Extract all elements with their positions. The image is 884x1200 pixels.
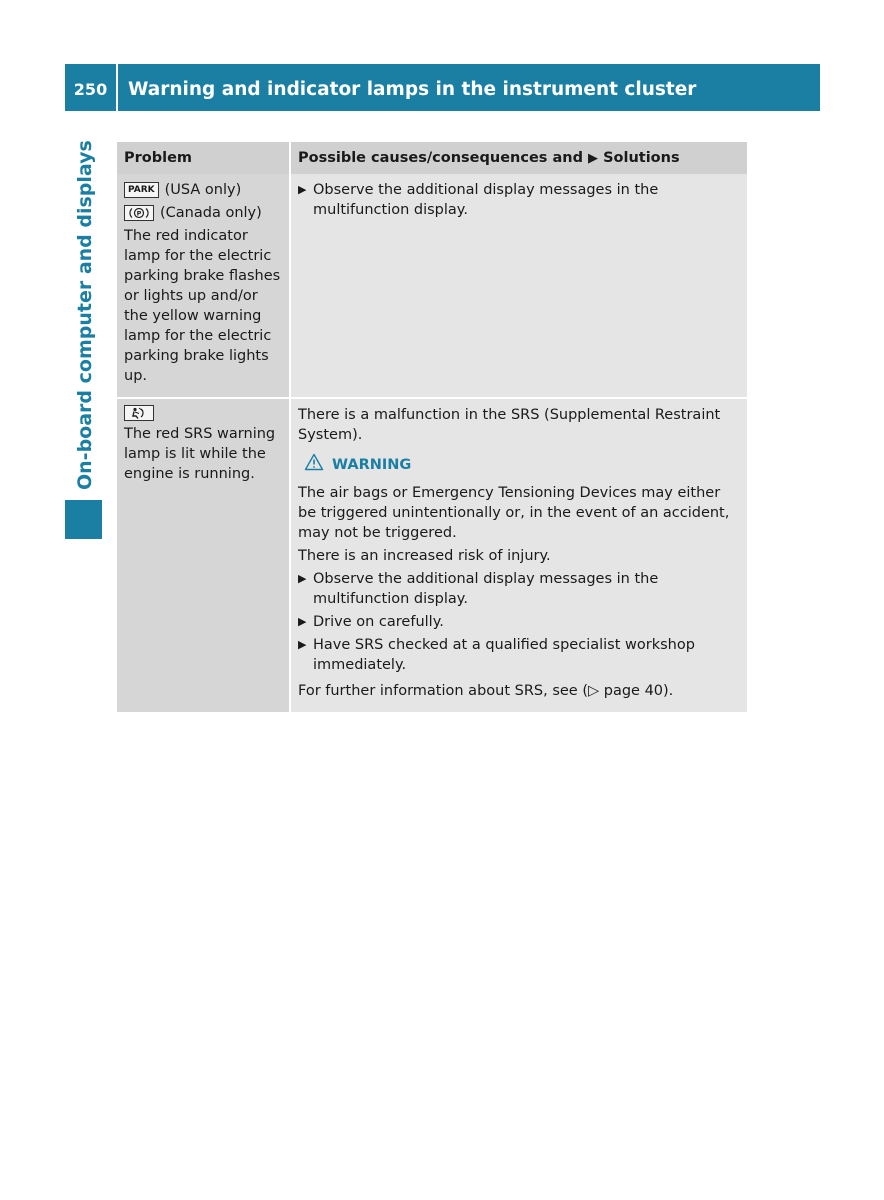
column-header-solutions-suffix: Solutions [603, 149, 680, 166]
column-header-solutions-prefix: Possible causes/consequences and [298, 149, 583, 166]
table-header-row [117, 142, 747, 174]
warning-heading [304, 453, 740, 477]
side-tab-label: On-board computer and displays [74, 140, 96, 490]
problem-table [117, 142, 747, 712]
malfunction-intro: There is a malfunction in the SRS (Supplemental Restraint System). [298, 407, 721, 443]
lamp-line [124, 405, 282, 421]
header-divider [116, 64, 118, 111]
solution-cell [290, 174, 747, 398]
warning-text: The air bags or Emergency Tensioning Devices may either be triggered unintentionally or, in the event of an accident, may not be triggered. [298, 485, 730, 541]
bullet-arrow-icon: ▶ [298, 183, 307, 196]
bullet-arrow-icon: ▶ [298, 638, 307, 651]
bullet-arrow-icon: ▶ [298, 572, 307, 585]
problem-cell [117, 174, 290, 398]
solution-step-text: Drive on carefully. [313, 614, 444, 630]
problem-text: The red SRS warning lamp is lit while the engine is running. [124, 426, 276, 482]
srs-airbag-icon [124, 405, 154, 421]
solution-step-text: Observe the additional display messages in the multifunction display. [313, 571, 659, 607]
problem-cell [117, 398, 290, 712]
warning-triangle-icon [304, 453, 324, 477]
solution-step [298, 612, 740, 632]
solution-step-text: Have SRS checked at a qualified specialist workshop immediately. [313, 637, 695, 673]
further-info-text: For further information about SRS, see (▷ page 40). [298, 683, 674, 699]
problem-text: The red indicator lamp for the electric parking brake flashes or lights up and/or the yellow warning lamp for the electric parking brake lights up. [124, 228, 281, 384]
warning-label: WARNING [332, 457, 412, 473]
table-row [117, 398, 747, 712]
table-row [117, 174, 747, 398]
solution-step-text: Observe the additional display messages in the multifunction display. [313, 182, 659, 218]
page-number: 250 [73, 80, 108, 99]
solution-step [298, 635, 740, 675]
lamp-note: (USA only) [164, 182, 242, 198]
column-header-problem: Problem [117, 142, 290, 174]
lamp-line [124, 203, 282, 223]
page-title: Warning and indicator lamps in the instrument cluster [128, 78, 697, 100]
lamp-line [124, 180, 282, 200]
play-arrow-icon: ▶ [588, 150, 599, 166]
parking-brake-p-icon [124, 205, 154, 221]
solution-cell [290, 398, 747, 712]
column-header-solutions [290, 142, 747, 174]
solution-step [298, 180, 740, 220]
side-tab-block [65, 500, 102, 539]
park-lamp-icon: PARK [124, 182, 159, 198]
risk-text: There is an increased risk of injury. [298, 548, 551, 564]
lamp-note: (Canada only) [160, 205, 262, 221]
svg-text:P: P [136, 209, 142, 218]
bullet-arrow-icon: ▶ [298, 615, 307, 628]
solution-step [298, 569, 740, 609]
